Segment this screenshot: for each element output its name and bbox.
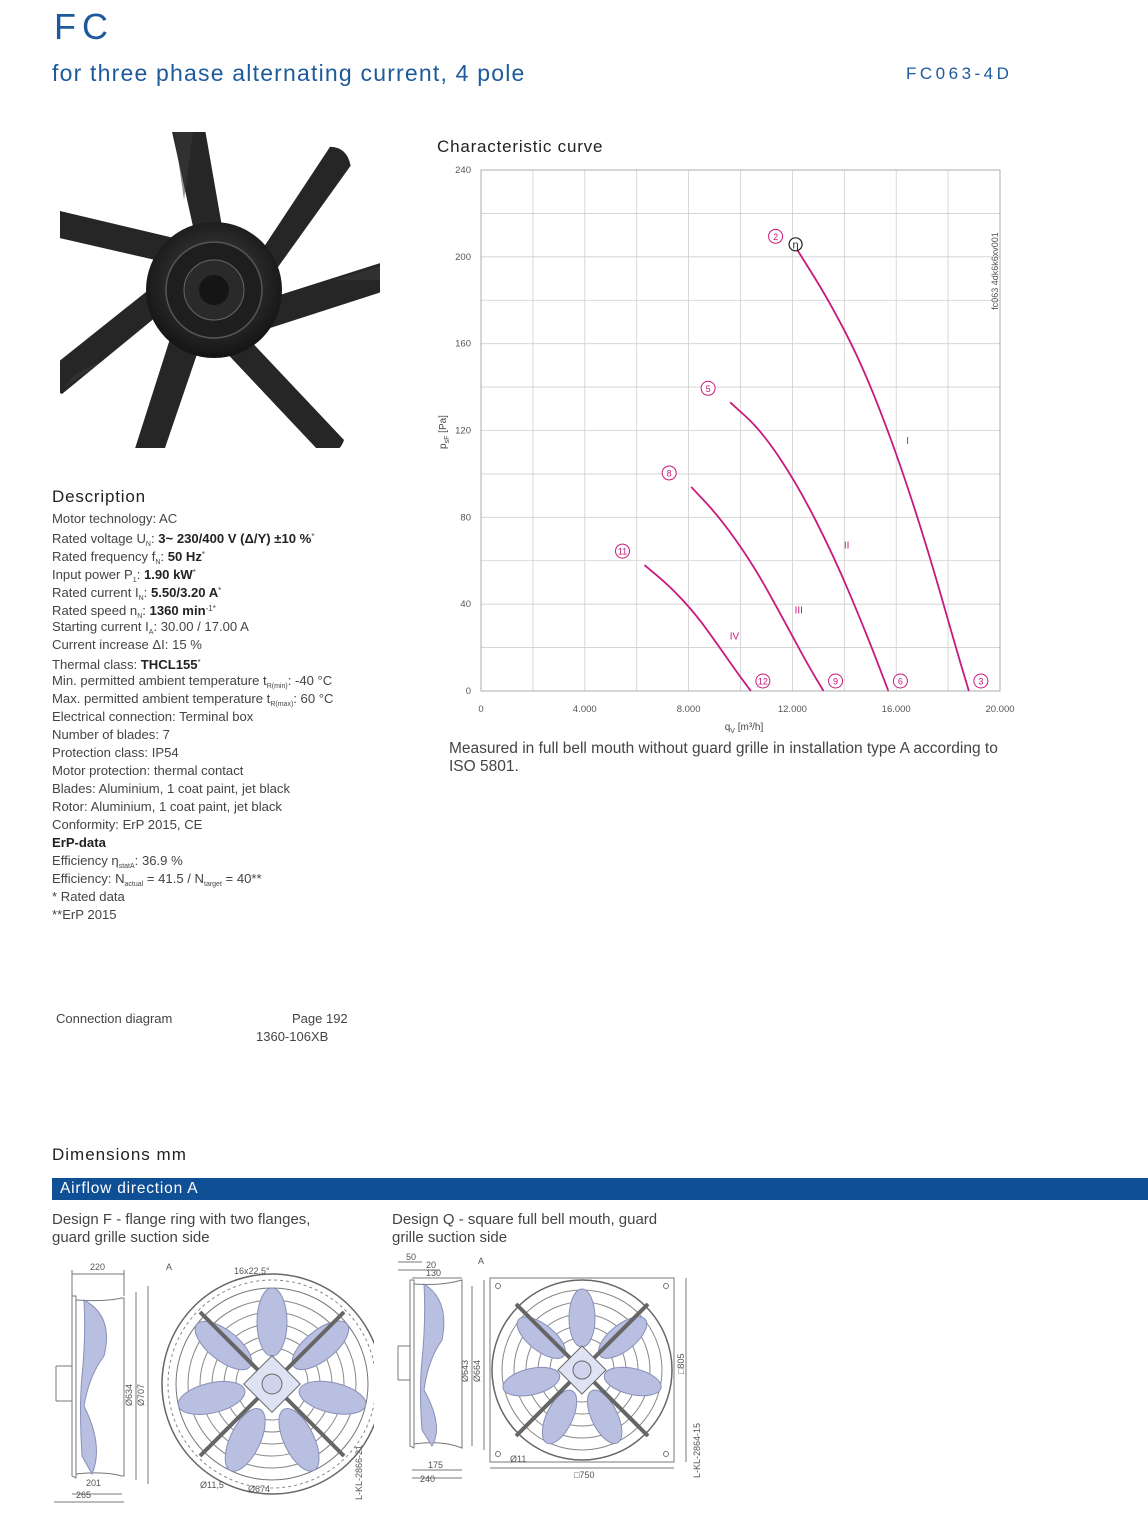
dim-f-115: Ø11,5 — [200, 1480, 224, 1490]
dim-q-130: 130 — [426, 1268, 442, 1278]
dim-f-265: 265 — [76, 1490, 92, 1500]
current-increase: Current increase ΔI: 15 % — [52, 637, 202, 652]
point-marker-11: 11 — [617, 546, 628, 557]
rated-speed: Rated speed $n_N$: 1360 $\min^{-1*}$ — [52, 603, 216, 620]
description-list — [52, 510, 333, 924]
curve-measurement-note: Measured in full bell mouth without guard grille in installation type A according to ISO 5801. — [449, 740, 998, 775]
fan-product-image — [60, 132, 380, 448]
y-tick-label: 200 — [455, 251, 471, 263]
description-heading: Description — [52, 487, 146, 506]
max-ambient-temperature: Max. permitted ambient temperature $t_{R(max)}$: 60 °C — [52, 691, 334, 708]
series-label-III: III — [794, 605, 803, 617]
dim-q-750: □750 — [574, 1470, 595, 1480]
point-marker-5: 5 — [705, 383, 711, 394]
rated-current: Rated current $I_N$: 5.50/3.20 A* — [52, 585, 222, 602]
electrical-connection: Electrical connection: Terminal box — [52, 709, 254, 724]
chart-curves — [644, 250, 968, 691]
design-q-drawing — [392, 1250, 712, 1490]
connection-diagram-label: Connection diagram — [56, 1011, 173, 1026]
dim-f-707: Ø707 — [136, 1383, 146, 1406]
airflow-direction-bar — [52, 1178, 1148, 1200]
point-marker-3: 3 — [978, 676, 984, 687]
series-label-I: I — [906, 436, 909, 448]
blades-material: Blades: Aluminium, 1 coat paint, jet black — [52, 781, 290, 796]
chart-labels — [615, 229, 987, 688]
dim-f-201: 201 — [86, 1478, 102, 1488]
motor-protection: Motor protection: thermal contact — [52, 763, 244, 778]
design-q-title: Design Q - square full bell mouth, guard grille suction side — [392, 1211, 658, 1246]
rated-data-note: * Rated data — [52, 889, 125, 904]
x-tick-label: 4.000 — [572, 704, 597, 715]
dim-q-code: L-KL-2864-15 — [692, 1422, 702, 1478]
curve-heading: Characteristic curve — [437, 137, 604, 156]
point-marker-9: 9 — [833, 676, 839, 687]
dim-f-a: A — [166, 1262, 173, 1272]
starting-current: Starting current $I_A$: 30.00 / 17.00 A — [52, 619, 249, 636]
curve-series-IV — [644, 565, 750, 691]
y-tick-label: 0 — [465, 686, 471, 697]
rated-frequency: Rated frequency $f_N$: 50 Hz* — [52, 549, 206, 566]
x-axis-label: $q_V$ [m³/h] — [724, 722, 764, 735]
motor-technology: Motor technology: AC — [52, 511, 178, 526]
thermal-class: Thermal class: THCL155* — [52, 657, 201, 672]
y-tick-label: 120 — [455, 425, 471, 437]
dim-q-50: 50 — [406, 1252, 417, 1262]
curve-series-I — [798, 250, 969, 691]
rated-voltage: Rated voltage $U_N$: 3~ 230/400 V (Δ/Y) ±10 %* — [52, 531, 315, 548]
rotor-material: Rotor: Aluminium, 1 coat paint, jet black — [52, 799, 282, 814]
y-tick-label: 80 — [460, 512, 471, 524]
efficiency-eta: Efficiency $\eta_{statA}$: 36.9 % — [52, 853, 183, 870]
dim-f-code: L-KL-2866-21 — [354, 1444, 364, 1500]
eta-marker: η — [792, 239, 799, 252]
x-tick-label: 8.000 — [676, 704, 701, 715]
erp-note: **ErP 2015 — [52, 907, 117, 922]
chart-grid — [481, 170, 1000, 691]
y-tick-label: 240 — [455, 165, 471, 176]
connection-diagram-page[interactable]: Page 192 — [292, 1011, 348, 1026]
y-axis-label: $p_{sF}$ [Pa] — [438, 415, 451, 449]
connection-diagram-code: 1360-106XB — [256, 1029, 329, 1044]
protection-class: Protection class: IP54 — [52, 745, 179, 760]
characteristic-curve-chart — [432, 158, 1032, 738]
efficiency-n: Efficiency: $N_{actual} = 41.5 / N_{target} = 40**$ — [52, 871, 262, 888]
x-tick-label: 0 — [478, 704, 484, 715]
point-marker-12: 12 — [757, 676, 768, 687]
page-subtitle: for three phase alternating current, 4 pole — [52, 60, 526, 86]
design-f-drawing — [44, 1256, 374, 1506]
model-code: FC063-4D — [906, 64, 1013, 83]
airflow-direction-label: Airflow direction A — [60, 1180, 199, 1197]
dim-q-20: 20 — [426, 1260, 437, 1270]
dim-f-holes: 16x22,5° — [234, 1266, 270, 1276]
series-title: FC — [54, 6, 114, 47]
input-power: Input power $P_1$: 1.90 kW* — [52, 567, 196, 584]
min-ambient-temperature: Min. permitted ambient temperature $t_{R(min)}$: -40 °C — [52, 673, 333, 690]
number-of-blades: Number of blades: 7 — [52, 727, 170, 742]
x-tick-label: 20.000 — [985, 704, 1015, 715]
dim-q-240: 240 — [420, 1474, 436, 1484]
point-marker-6: 6 — [897, 676, 903, 687]
series-label-II: II — [843, 540, 850, 552]
dim-q-11: Ø11 — [510, 1454, 527, 1464]
dim-f-634: Ø634 — [124, 1383, 134, 1406]
dim-f-220: 220 — [90, 1262, 106, 1272]
series-label-IV: IV — [729, 631, 740, 643]
dim-q-664: Ø664 — [472, 1359, 482, 1382]
x-tick-label: 16.000 — [881, 704, 911, 715]
x-tick-label: 12.000 — [777, 704, 807, 715]
dim-q-643: Ø643 — [460, 1359, 470, 1382]
dim-q-a: A — [478, 1256, 485, 1266]
dimensions-heading: Dimensions mm — [52, 1145, 187, 1164]
point-marker-8: 8 — [666, 468, 672, 479]
dim-q-805: □805 — [676, 1353, 686, 1374]
dim-f-674: Ø674 — [248, 1484, 271, 1494]
dim-q-175: 175 — [428, 1460, 444, 1470]
point-marker-2: 2 — [773, 231, 779, 242]
y-tick-label: 160 — [455, 338, 471, 350]
chart-image-code: fc063 4dk6k6xv001 — [990, 232, 1000, 310]
erp-heading: ErP-data — [52, 835, 106, 850]
conformity: Conformity: ErP 2015, CE — [52, 817, 203, 832]
design-f-title: Design F - flange ring with two flanges, guard grille suction side — [52, 1211, 311, 1246]
y-tick-label: 40 — [460, 599, 471, 611]
